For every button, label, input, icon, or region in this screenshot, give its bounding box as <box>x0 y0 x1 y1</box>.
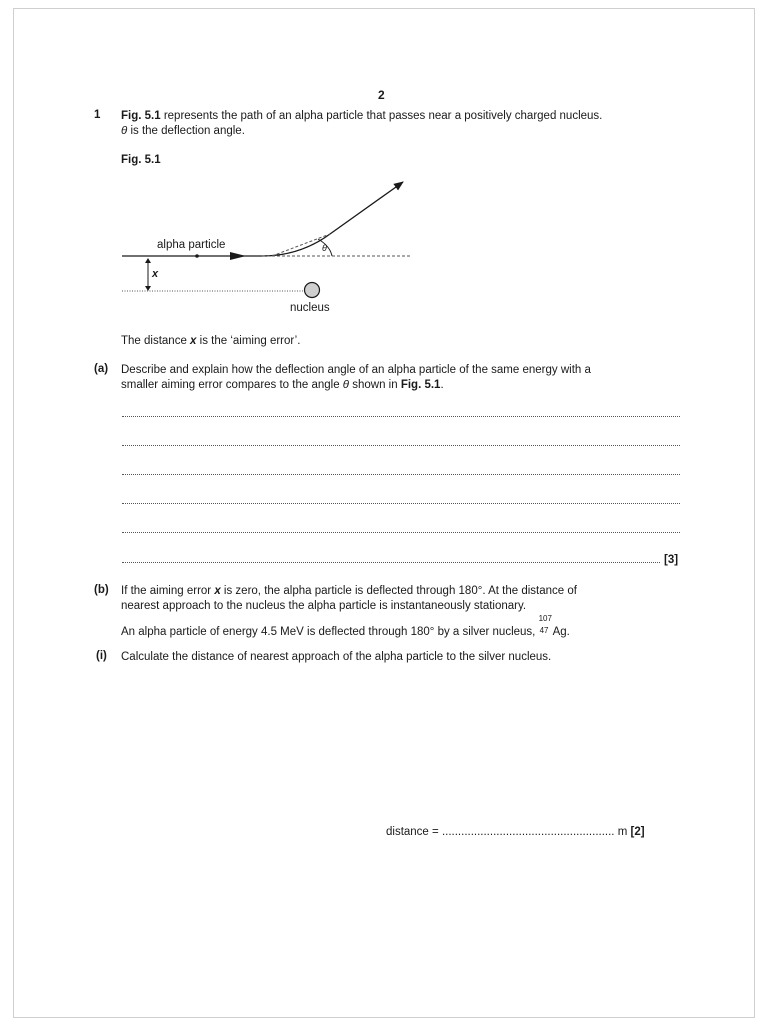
theta-symbol: θ <box>342 379 350 391</box>
question-number: 1 <box>94 109 101 121</box>
part-b-i-label: (i) <box>96 650 107 662</box>
part-b-text-post: is zero, the alpha particle is deflected through 180°. At the distance of <box>220 585 577 597</box>
distance-answer-field[interactable]: ...................................................... <box>441 826 615 838</box>
answer-line-6[interactable] <box>122 562 660 563</box>
part-b-i-marks: [2] <box>630 826 645 838</box>
fig-reference: Fig. 5.1 <box>400 379 441 391</box>
intro-text-2: is the deflection angle. <box>127 125 245 137</box>
x-symbol: x <box>190 335 197 347</box>
answer-line-3[interactable] <box>122 474 680 475</box>
distance-answer-row <box>386 825 645 839</box>
part-b-line2: nearest approach to the nucleus the alpha particle is instantaneously stationary. <box>121 600 527 612</box>
aiming-error-arrowhead-bottom <box>145 286 151 291</box>
incoming-arrowhead <box>230 252 246 260</box>
part-a-text-end: . <box>440 379 444 391</box>
aiming-error-arrowhead-top <box>145 258 151 263</box>
part-a-line2 <box>121 378 444 392</box>
part-a-line1: Describe and explain how the deflection angle of an alpha particle of the same energy with a <box>121 364 591 376</box>
silver-nuclide <box>538 614 553 635</box>
answer-line-1[interactable] <box>122 416 680 417</box>
part-a-marks: [3] <box>664 554 679 566</box>
part-b-i-text: Calculate the distance of nearest approach of the alpha particle to the silver nucleus. <box>121 651 552 663</box>
theta-label: θ <box>322 243 327 253</box>
nucleus-label: nucleus <box>290 302 330 314</box>
part-b-line3 <box>121 614 570 639</box>
answer-line-5[interactable] <box>122 532 680 533</box>
alpha-particle-dot <box>195 254 199 258</box>
x-symbol: x <box>214 585 221 597</box>
fig-reference: Fig. 5.1 <box>121 110 161 122</box>
nucleus-circle <box>305 283 320 298</box>
part-a-text-mid: shown in <box>349 379 401 391</box>
aiming-error-text <box>121 334 300 348</box>
page-number: 2 <box>378 88 385 102</box>
part-b-line1 <box>121 584 577 598</box>
part-b-label: (b) <box>94 584 109 596</box>
part-a-label: (a) <box>94 363 109 375</box>
element-symbol: Ag <box>552 626 567 638</box>
theta-symbol: θ <box>121 125 128 137</box>
mass-number: 107 <box>538 614 552 623</box>
intro-text: represents the path of an alpha particle that passes near a positively charged nucleus. <box>160 110 603 122</box>
part-b-text-energy: An alpha particle of energy 4.5 MeV is deflected through 180° by a silver nucleus, <box>121 626 539 638</box>
aiming-text-post: is the ‘aiming error’. <box>196 335 301 347</box>
figure-alpha-deflection <box>0 0 768 330</box>
x-label: x <box>152 268 159 280</box>
figure-caption: Fig. 5.1 <box>121 154 161 166</box>
distance-label: distance = <box>386 826 442 838</box>
alpha-particle-label: alpha particle <box>157 239 226 251</box>
atomic-number: 47 <box>539 626 549 635</box>
part-a-text-pre: smaller aiming error compares to the angle <box>121 379 343 391</box>
distance-unit: m <box>614 826 631 838</box>
part-b-text-end: . <box>566 626 570 638</box>
part-b-text-pre: If the aiming error <box>121 585 215 597</box>
answer-line-2[interactable] <box>122 445 680 446</box>
aiming-text-pre: The distance <box>121 335 191 347</box>
answer-line-4[interactable] <box>122 503 680 504</box>
